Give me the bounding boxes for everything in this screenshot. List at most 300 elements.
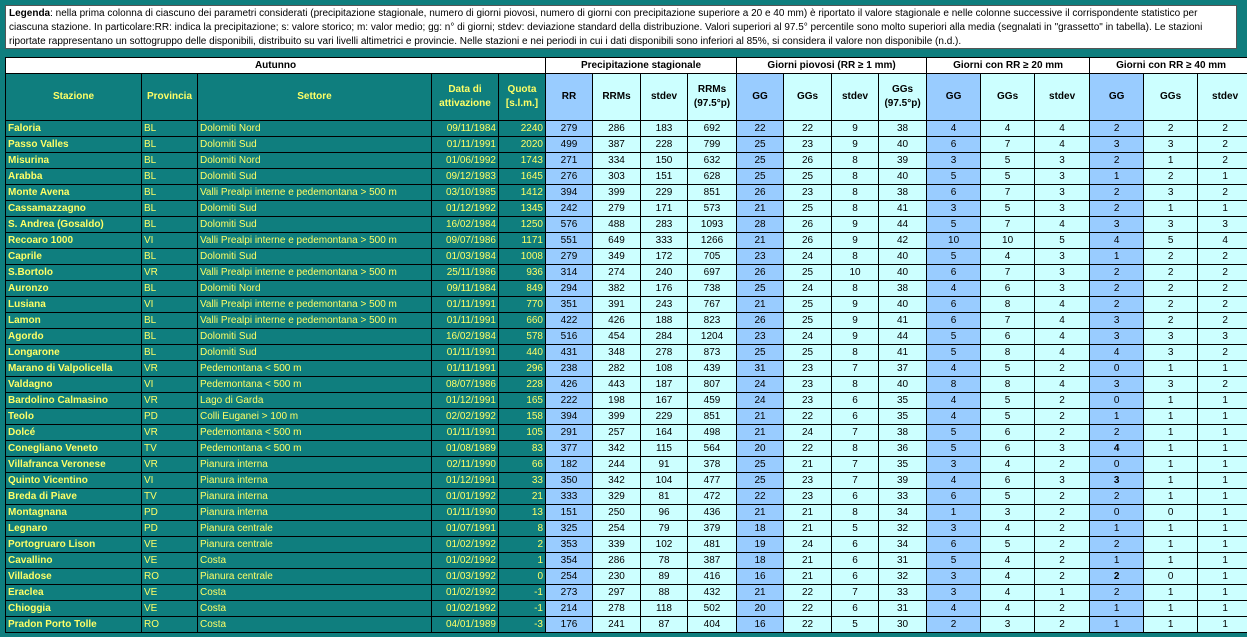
value-cell: 1204 <box>688 329 737 345</box>
value-cell: 22 <box>737 121 784 137</box>
table-row <box>6 569 1247 585</box>
value-cell: 286 <box>593 553 641 569</box>
value-cell: 21 <box>737 201 784 217</box>
value-cell: 7 <box>832 473 879 489</box>
value-cell: 1 <box>1198 537 1247 553</box>
value-cell: 21 <box>784 457 832 473</box>
sector-cell: Dolomiti Sud <box>198 169 432 185</box>
altitude-cell: 936 <box>499 265 546 281</box>
value-cell: 0 <box>1144 505 1198 521</box>
sector-cell: Pedemontana < 500 m <box>198 425 432 441</box>
value-cell: 33 <box>879 585 927 601</box>
value-cell: 488 <box>593 217 641 233</box>
value-cell: 5 <box>981 409 1035 425</box>
station-name: Passo Valles <box>6 137 142 153</box>
altitude-cell: 1008 <box>499 249 546 265</box>
province-cell: PD <box>142 409 198 425</box>
column-header: Provincia <box>142 74 198 121</box>
value-cell: 274 <box>593 265 641 281</box>
value-cell: 37 <box>879 361 927 377</box>
value-cell: 5 <box>927 553 981 569</box>
value-cell: 3 <box>981 505 1035 521</box>
value-cell: 443 <box>593 377 641 393</box>
sector-cell: Pianura interna <box>198 505 432 521</box>
sector-cell: Pianura interna <box>198 457 432 473</box>
value-cell: 498 <box>688 425 737 441</box>
table-row <box>6 121 1247 137</box>
station-name: Montagnana <box>6 505 142 521</box>
group-rr20-header: Giorni con RR ≥ 20 mm <box>927 58 1090 74</box>
value-cell: 1 <box>1144 537 1198 553</box>
value-cell: 44 <box>879 329 927 345</box>
station-name: Auronzo <box>6 281 142 297</box>
value-cell: 6 <box>832 553 879 569</box>
value-cell: 0 <box>1090 457 1144 473</box>
value-cell: 334 <box>593 153 641 169</box>
value-cell: 354 <box>546 553 593 569</box>
value-cell: 2 <box>1035 457 1090 473</box>
value-cell: 3 <box>1198 329 1247 345</box>
value-cell: 40 <box>879 377 927 393</box>
value-cell: 276 <box>546 169 593 185</box>
value-cell: 6 <box>832 601 879 617</box>
altitude-cell: 0 <box>499 569 546 585</box>
value-cell: 851 <box>688 409 737 425</box>
column-header: GG <box>927 74 981 121</box>
value-cell: 399 <box>593 185 641 201</box>
value-cell: 10 <box>832 265 879 281</box>
value-cell: 4 <box>1035 217 1090 233</box>
province-cell: BL <box>142 217 198 233</box>
value-cell: 2 <box>927 617 981 633</box>
value-cell: 284 <box>641 329 688 345</box>
value-cell: 387 <box>593 137 641 153</box>
value-cell: 32 <box>879 569 927 585</box>
value-cell: 3 <box>1090 217 1144 233</box>
value-cell: 23 <box>737 249 784 265</box>
value-cell: 1 <box>1144 425 1198 441</box>
value-cell: 24 <box>784 329 832 345</box>
value-cell: 303 <box>593 169 641 185</box>
table-row <box>6 329 1247 345</box>
value-cell: 25 <box>784 201 832 217</box>
value-cell: 2 <box>1035 537 1090 553</box>
value-cell: 25 <box>784 345 832 361</box>
value-cell: 242 <box>546 201 593 217</box>
value-cell: 279 <box>546 121 593 137</box>
value-cell: 229 <box>641 409 688 425</box>
column-header: GGs <box>784 74 832 121</box>
value-cell: 32 <box>879 521 927 537</box>
value-cell: 6 <box>832 537 879 553</box>
value-cell: 24 <box>784 249 832 265</box>
value-cell: 2 <box>1035 553 1090 569</box>
value-cell: 9 <box>832 313 879 329</box>
sector-cell: Pianura interna <box>198 473 432 489</box>
value-cell: 3 <box>1035 281 1090 297</box>
province-cell: BL <box>142 345 198 361</box>
station-name: Dolcé <box>6 425 142 441</box>
value-cell: 426 <box>546 377 593 393</box>
value-cell: 8 <box>832 377 879 393</box>
value-cell: 34 <box>879 505 927 521</box>
value-cell: 23 <box>784 185 832 201</box>
value-cell: 573 <box>688 201 737 217</box>
value-cell: 1 <box>1198 441 1247 457</box>
station-name: Legnaro <box>6 521 142 537</box>
province-cell: VR <box>142 393 198 409</box>
value-cell: 25 <box>784 297 832 313</box>
value-cell: 5 <box>981 537 1035 553</box>
value-cell: 273 <box>546 585 593 601</box>
altitude-cell: 296 <box>499 361 546 377</box>
value-cell: 6 <box>832 393 879 409</box>
value-cell: 1 <box>927 505 981 521</box>
value-cell: 333 <box>641 233 688 249</box>
province-cell: TV <box>142 441 198 457</box>
value-cell: 2 <box>1144 121 1198 137</box>
province-cell: PD <box>142 521 198 537</box>
group-rainy-days-header: Giorni piovosi (RR ≥ 1 mm) <box>737 58 927 74</box>
altitude-cell: 2020 <box>499 137 546 153</box>
sector-cell: Valli Prealpi interne e pedemontana > 500 m <box>198 265 432 281</box>
value-cell: 1 <box>1144 617 1198 633</box>
value-cell: 4 <box>1035 313 1090 329</box>
province-cell: VR <box>142 265 198 281</box>
value-cell: 0 <box>1090 393 1144 409</box>
value-cell: 5 <box>981 361 1035 377</box>
value-cell: 244 <box>593 457 641 473</box>
province-cell: RO <box>142 617 198 633</box>
value-cell: 28 <box>737 217 784 233</box>
altitude-cell: 1345 <box>499 201 546 217</box>
value-cell: 188 <box>641 313 688 329</box>
group-precip-header: Precipitazione stagionale <box>546 58 737 74</box>
value-cell: 0 <box>1090 505 1144 521</box>
value-cell: 3 <box>927 153 981 169</box>
altitude-cell: -1 <box>499 585 546 601</box>
activation-date-cell: 01/11/1991 <box>432 361 499 377</box>
altitude-cell: 660 <box>499 313 546 329</box>
value-cell: 738 <box>688 281 737 297</box>
value-cell: 21 <box>737 585 784 601</box>
value-cell: 9 <box>832 297 879 313</box>
value-cell: 2 <box>1144 297 1198 313</box>
column-header: RRMs (97.5°p) <box>688 74 737 121</box>
value-cell: 4 <box>927 281 981 297</box>
value-cell: 108 <box>641 361 688 377</box>
value-cell: 22 <box>784 121 832 137</box>
table-row <box>6 297 1247 313</box>
value-cell: 436 <box>688 505 737 521</box>
value-cell: 1093 <box>688 217 737 233</box>
value-cell: 3 <box>927 201 981 217</box>
value-cell: 6 <box>927 297 981 313</box>
value-cell: 19 <box>737 537 784 553</box>
value-cell: 7 <box>832 585 879 601</box>
value-cell: 18 <box>737 553 784 569</box>
value-cell: 24 <box>784 537 832 553</box>
value-cell: 4 <box>981 585 1035 601</box>
activation-date-cell: 01/08/1989 <box>432 441 499 457</box>
table-row <box>6 473 1247 489</box>
value-cell: 10 <box>981 233 1035 249</box>
value-cell: 8 <box>981 297 1035 313</box>
value-cell: 5 <box>927 425 981 441</box>
value-cell: 4 <box>1090 441 1144 457</box>
value-cell: 8 <box>832 153 879 169</box>
station-name: Arabba <box>6 169 142 185</box>
value-cell: 26 <box>784 217 832 233</box>
value-cell: 3 <box>1090 313 1144 329</box>
value-cell: 339 <box>593 537 641 553</box>
province-cell: VI <box>142 473 198 489</box>
value-cell: 4 <box>927 393 981 409</box>
value-cell: 7 <box>981 217 1035 233</box>
value-cell: 4 <box>981 249 1035 265</box>
altitude-cell: 2240 <box>499 121 546 137</box>
legend-text: : nella prima colonna di ciascuno dei parametri considerati (precipitazione stagionale, numero di giorni piovosi, numero di giorni con precipitazione superiore a 20 e 40 mm) è riportato il valore stagionale e nelle colonne successive il corrispondente statistico per ciascuna stazione. In particolare:RR: indica la precipitazione; s: valore storico; m: valor medio; gg: n° di giorni; stdev: deviazione standard della distribuzione. Valori superiori al 97.5° percentile sono molto superiori alla media (segnalati in "grassetto" in tabella). Le stazioni riportate rappresentano un sottogruppo delle disponibili, distribuito su vari livelli altimetrici e provincie. Nelle stazioni e nei periodi in cui i dati disponibili sono inferiori al 85%, si considera il valore non disponibile (n.d.). <box>9 8 1203 47</box>
value-cell: 6 <box>981 329 1035 345</box>
province-cell: TV <box>142 489 198 505</box>
value-cell: 3 <box>1144 185 1198 201</box>
value-cell: 39 <box>879 473 927 489</box>
value-cell: 41 <box>879 345 927 361</box>
value-cell: 39 <box>879 153 927 169</box>
activation-date-cell: 09/12/1983 <box>432 169 499 185</box>
province-cell: PD <box>142 505 198 521</box>
value-cell: 294 <box>546 281 593 297</box>
activation-date-cell: 01/11/1991 <box>432 345 499 361</box>
value-cell: 9 <box>832 217 879 233</box>
province-cell: VI <box>142 377 198 393</box>
value-cell: 2 <box>1035 521 1090 537</box>
value-cell: 1 <box>1144 601 1198 617</box>
value-cell: 1 <box>1198 169 1247 185</box>
activation-date-cell: 01/07/1991 <box>432 521 499 537</box>
altitude-cell: 1171 <box>499 233 546 249</box>
value-cell: 1 <box>1144 361 1198 377</box>
value-cell: 4 <box>1035 377 1090 393</box>
value-cell: 2 <box>1198 137 1247 153</box>
value-cell: 4 <box>1035 329 1090 345</box>
province-cell: BL <box>142 313 198 329</box>
value-cell: 21 <box>737 409 784 425</box>
value-cell: 2 <box>1035 393 1090 409</box>
value-cell: 115 <box>641 441 688 457</box>
table-row <box>6 441 1247 457</box>
station-name: Chioggia <box>6 601 142 617</box>
altitude-cell: 1412 <box>499 185 546 201</box>
value-cell: 2 <box>1035 617 1090 633</box>
value-cell: 628 <box>688 169 737 185</box>
column-header: GG <box>737 74 784 121</box>
value-cell: 40 <box>879 169 927 185</box>
value-cell: 38 <box>879 425 927 441</box>
value-cell: 1 <box>1144 457 1198 473</box>
station-name: S.Bortolo <box>6 265 142 281</box>
value-cell: 33 <box>879 489 927 505</box>
sector-cell: Dolomiti Sud <box>198 201 432 217</box>
value-cell: 214 <box>546 601 593 617</box>
sector-cell: Dolomiti Sud <box>198 137 432 153</box>
table-row <box>6 537 1247 553</box>
value-cell: 20 <box>737 441 784 457</box>
sector-cell: Valli Prealpi interne e pedemontana > 500 m <box>198 185 432 201</box>
value-cell: 1 <box>1198 617 1247 633</box>
activation-date-cell: 08/07/1986 <box>432 377 499 393</box>
value-cell: 7 <box>981 137 1035 153</box>
sector-cell: Pedemontana < 500 m <box>198 361 432 377</box>
value-cell: 271 <box>546 153 593 169</box>
value-cell: 387 <box>688 553 737 569</box>
sector-cell: Costa <box>198 553 432 569</box>
value-cell: 439 <box>688 361 737 377</box>
value-cell: 499 <box>546 137 593 153</box>
value-cell: 5 <box>927 345 981 361</box>
value-cell: 8 <box>832 441 879 457</box>
value-cell: 4 <box>1198 233 1247 249</box>
value-cell: 22 <box>784 617 832 633</box>
column-header: stdev <box>641 74 688 121</box>
value-cell: 7 <box>832 425 879 441</box>
value-cell: 1 <box>1090 601 1144 617</box>
activation-date-cell: 01/12/1992 <box>432 201 499 217</box>
value-cell: 5 <box>1144 233 1198 249</box>
legend <box>5 5 1237 49</box>
value-cell: 1 <box>1198 361 1247 377</box>
value-cell: 1 <box>1144 393 1198 409</box>
column-header: GGs (97.5°p) <box>879 74 927 121</box>
province-cell: VR <box>142 457 198 473</box>
value-cell: 25 <box>784 313 832 329</box>
column-header: Stazione <box>6 74 142 121</box>
activation-date-cell: 01/02/1992 <box>432 537 499 553</box>
value-cell: 297 <box>593 585 641 601</box>
value-cell: 2 <box>1035 361 1090 377</box>
value-cell: 5 <box>927 169 981 185</box>
province-cell: VR <box>142 425 198 441</box>
value-cell: 34 <box>879 537 927 553</box>
value-cell: 2 <box>1198 377 1247 393</box>
value-cell: 4 <box>1090 233 1144 249</box>
station-name: Faloria <box>6 121 142 137</box>
value-cell: 2 <box>1090 153 1144 169</box>
value-cell: 279 <box>593 201 641 217</box>
value-cell: 6 <box>927 137 981 153</box>
table-row <box>6 521 1247 537</box>
value-cell: 187 <box>641 377 688 393</box>
activation-date-cell: 04/01/1989 <box>432 617 499 633</box>
value-cell: 40 <box>879 297 927 313</box>
value-cell: 2 <box>1090 569 1144 585</box>
value-cell: 278 <box>641 345 688 361</box>
value-cell: 21 <box>737 233 784 249</box>
column-header: Quota [s.l.m.] <box>499 74 546 121</box>
value-cell: 8 <box>981 377 1035 393</box>
activation-date-cell: 01/03/1992 <box>432 569 499 585</box>
value-cell: 283 <box>641 217 688 233</box>
column-header: Data di attivazione <box>432 74 499 121</box>
altitude-cell: 2 <box>499 537 546 553</box>
altitude-cell: 849 <box>499 281 546 297</box>
value-cell: 6 <box>927 313 981 329</box>
altitude-cell: -3 <box>499 617 546 633</box>
value-cell: 564 <box>688 441 737 457</box>
value-cell: 1 <box>1144 521 1198 537</box>
value-cell: 472 <box>688 489 737 505</box>
altitude-cell: 440 <box>499 345 546 361</box>
value-cell: 329 <box>593 489 641 505</box>
value-cell: 516 <box>546 329 593 345</box>
activation-date-cell: 01/02/1992 <box>432 585 499 601</box>
table-row <box>6 153 1247 169</box>
value-cell: 2 <box>1198 153 1247 169</box>
value-cell: 151 <box>546 505 593 521</box>
sector-cell: Valli Prealpi interne e pedemontana > 500 m <box>198 313 432 329</box>
value-cell: 1 <box>1144 409 1198 425</box>
value-cell: 3 <box>1144 217 1198 233</box>
activation-date-cell: 01/12/1991 <box>432 473 499 489</box>
value-cell: 404 <box>688 617 737 633</box>
value-cell: 23 <box>784 137 832 153</box>
value-cell: 0 <box>1144 569 1198 585</box>
province-cell: VE <box>142 601 198 617</box>
value-cell: 35 <box>879 393 927 409</box>
value-cell: 176 <box>546 617 593 633</box>
value-cell: 6 <box>832 489 879 505</box>
sector-cell: Dolomiti Sud <box>198 217 432 233</box>
station-name: Caprile <box>6 249 142 265</box>
group-rr40-header: Giorni con RR ≥ 40 mm <box>1090 58 1247 74</box>
value-cell: 4 <box>981 121 1035 137</box>
altitude-cell: -1 <box>499 601 546 617</box>
value-cell: 2 <box>1090 201 1144 217</box>
value-cell: 3 <box>1035 265 1090 281</box>
station-name: Lamon <box>6 313 142 329</box>
column-header: stdev <box>1035 74 1090 121</box>
value-cell: 23 <box>784 489 832 505</box>
activation-date-cell: 16/02/1984 <box>432 329 499 345</box>
value-cell: 23 <box>737 329 784 345</box>
value-cell: 230 <box>593 569 641 585</box>
value-cell: 24 <box>784 425 832 441</box>
value-cell: 477 <box>688 473 737 489</box>
value-cell: 21 <box>784 521 832 537</box>
value-cell: 10 <box>927 233 981 249</box>
value-cell: 4 <box>1035 137 1090 153</box>
value-cell: 21 <box>784 553 832 569</box>
value-cell: 4 <box>1035 121 1090 137</box>
value-cell: 102 <box>641 537 688 553</box>
station-name: Conegliano Veneto <box>6 441 142 457</box>
value-cell: 7 <box>832 361 879 377</box>
altitude-cell: 578 <box>499 329 546 345</box>
table-row <box>6 185 1247 201</box>
sector-cell: Pianura centrale <box>198 537 432 553</box>
activation-date-cell: 02/11/1990 <box>432 457 499 473</box>
table-row <box>6 281 1247 297</box>
table-row <box>6 457 1247 473</box>
value-cell: 3 <box>981 617 1035 633</box>
value-cell: 5 <box>1035 233 1090 249</box>
value-cell: 697 <box>688 265 737 281</box>
sector-cell: Costa <box>198 617 432 633</box>
value-cell: 1 <box>1144 441 1198 457</box>
value-cell: 1 <box>1090 617 1144 633</box>
value-cell: 30 <box>879 617 927 633</box>
value-cell: 2 <box>1198 265 1247 281</box>
